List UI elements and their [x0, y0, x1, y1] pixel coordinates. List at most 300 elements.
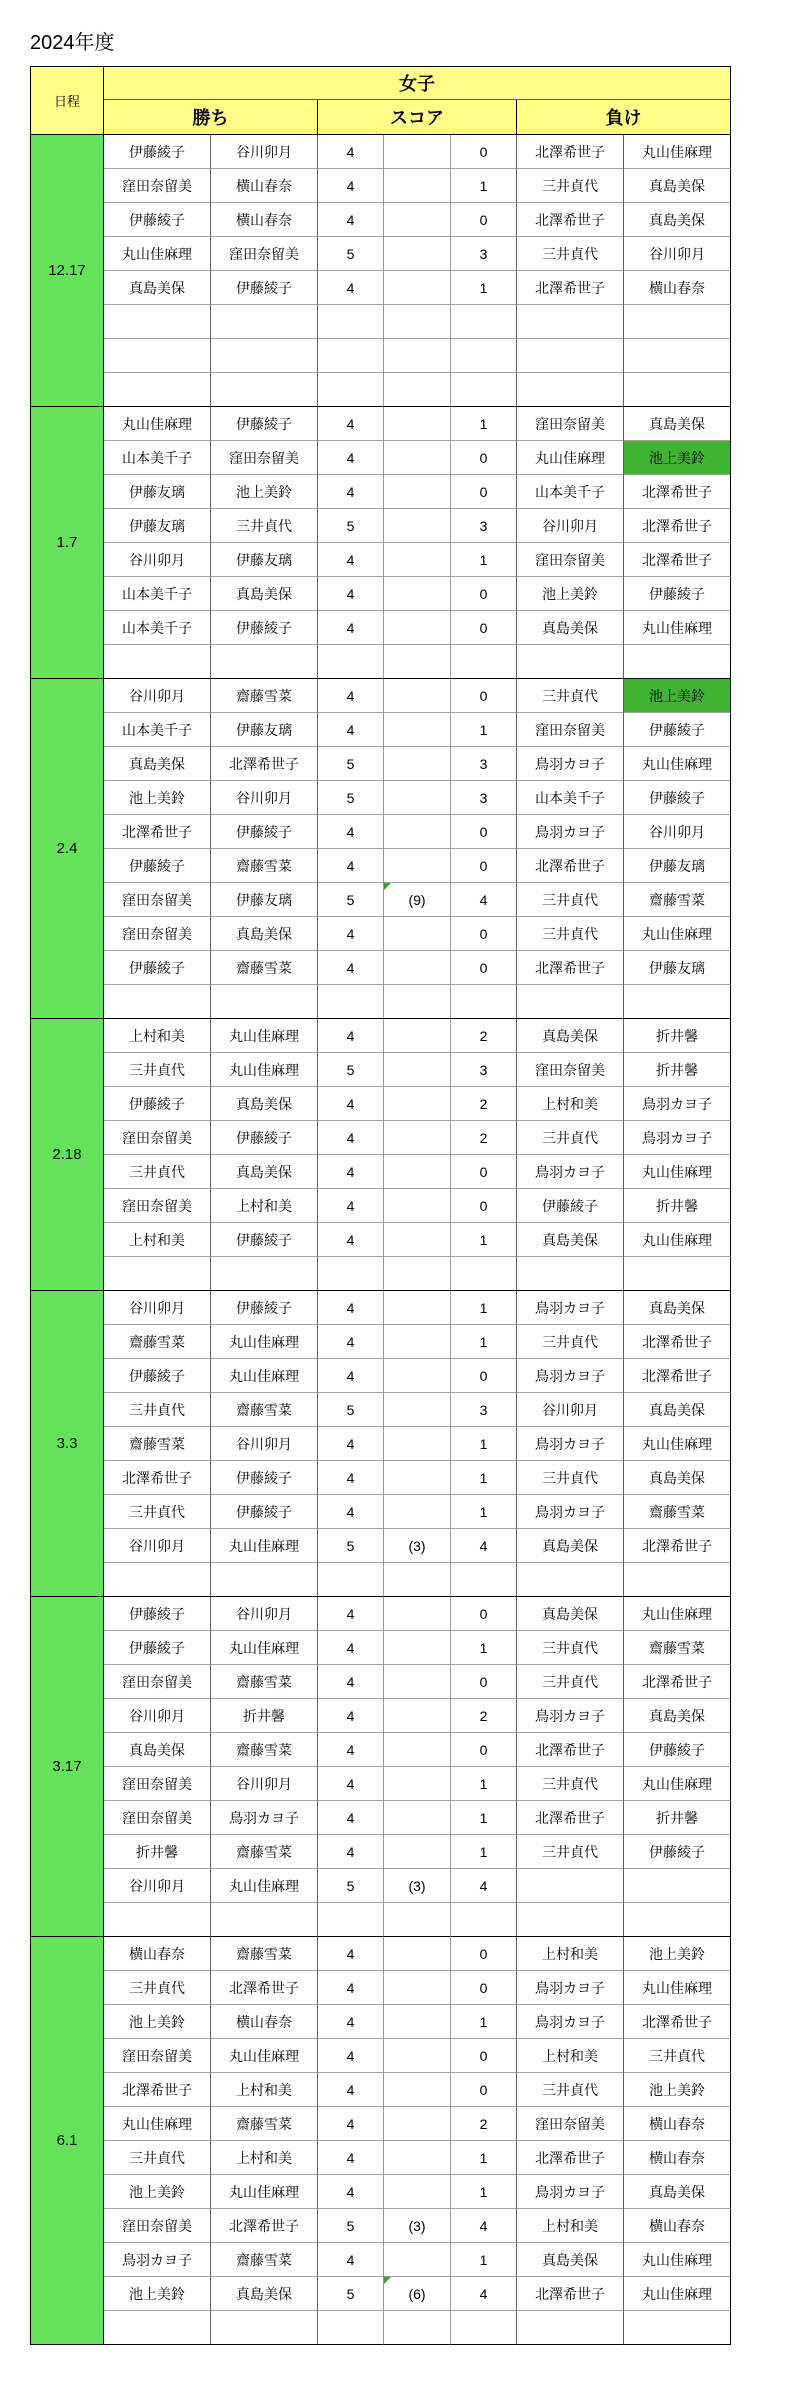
- loser-2-cell: 丸山佳麻理: [624, 1971, 731, 2005]
- loser-2-cell: 横山春奈: [624, 2141, 731, 2175]
- loser-score-cell: 2: [451, 2107, 517, 2141]
- loser-2-cell: 丸山佳麻理: [624, 2277, 731, 2311]
- loser-score-cell: 0: [451, 1597, 517, 1631]
- loser-2-cell: 真島美保: [624, 2175, 731, 2209]
- loser-1-cell: 三井貞代: [517, 1835, 624, 1869]
- winner-score-cell: 4: [318, 1121, 384, 1155]
- loser-1-cell: 山本美千子: [517, 475, 624, 509]
- winner-2-cell: 折井馨: [211, 1699, 318, 1733]
- score-note-cell: [384, 917, 451, 951]
- score-note-cell: [384, 339, 451, 373]
- winner-2-cell: 窪田奈留美: [211, 441, 318, 475]
- winner-2-cell: 齋藤雪菜: [211, 2107, 318, 2141]
- loser-1-cell: 鳥羽カヨ子: [517, 1971, 624, 2005]
- winner-1-cell: 伊藤友璃: [104, 475, 211, 509]
- cell-text: 池上美鈴: [649, 449, 705, 466]
- loser-1-cell: 鳥羽カヨ子: [517, 1427, 624, 1461]
- loser-score-cell: 1: [451, 1631, 517, 1665]
- comment-indicator-icon: [384, 883, 391, 890]
- winner-2-cell: 伊藤綾子: [211, 1495, 318, 1529]
- winner-1-cell: 齋藤雪菜: [104, 1325, 211, 1359]
- score-note-cell: [384, 1903, 451, 1937]
- winner-score-cell: 4: [318, 1937, 384, 1971]
- loser-score-cell: 0: [451, 815, 517, 849]
- winner-1-cell: 伊藤綾子: [104, 1631, 211, 1665]
- winner-1-cell: 真島美保: [104, 1733, 211, 1767]
- winner-2-cell: [211, 1257, 318, 1291]
- winner-2-cell: 丸山佳麻理: [211, 1359, 318, 1393]
- loser-1-cell: 谷川卯月: [517, 509, 624, 543]
- loser-score-cell: 1: [451, 1461, 517, 1495]
- winner-1-cell: 三井貞代: [104, 2141, 211, 2175]
- winner-1-cell: 窪田奈留美: [104, 1665, 211, 1699]
- loser-2-cell: 鳥羽カヨ子: [624, 1087, 731, 1121]
- winner-score-cell: 5: [318, 1529, 384, 1563]
- cell-text: (9): [408, 891, 426, 908]
- score-note-cell: [384, 815, 451, 849]
- winner-score-cell: [318, 2311, 384, 2345]
- loser-2-cell: 丸山佳麻理: [624, 1597, 731, 1631]
- winner-score-cell: 4: [318, 1495, 384, 1529]
- winner-score-cell: 4: [318, 713, 384, 747]
- score-note-cell: (3): [384, 1529, 451, 1563]
- winner-1-cell: 池上美鈴: [104, 781, 211, 815]
- winner-score-cell: 4: [318, 1189, 384, 1223]
- winner-2-cell: 真島美保: [211, 1155, 318, 1189]
- winner-1-cell: 谷川卯月: [104, 1291, 211, 1325]
- loser-score-cell: [451, 645, 517, 679]
- loser-score-cell: 4: [451, 1869, 517, 1903]
- loser-1-cell: [517, 305, 624, 339]
- loser-1-cell: 三井貞代: [517, 917, 624, 951]
- winner-1-cell: [104, 1563, 211, 1597]
- winner-2-cell: 真島美保: [211, 917, 318, 951]
- loser-score-cell: 0: [451, 1971, 517, 2005]
- loser-score-cell: 0: [451, 1189, 517, 1223]
- winner-1-cell: 伊藤綾子: [104, 1087, 211, 1121]
- winner-1-cell: [104, 1903, 211, 1937]
- winner-2-cell: 丸山佳麻理: [211, 2175, 318, 2209]
- loser-score-cell: 1: [451, 2141, 517, 2175]
- winner-1-cell: 山本美千子: [104, 441, 211, 475]
- loser-1-cell: 窪田奈留美: [517, 407, 624, 441]
- loser-score-cell: 0: [451, 1665, 517, 1699]
- winner-2-cell: 丸山佳麻理: [211, 2039, 318, 2073]
- loser-1-cell: 真島美保: [517, 1019, 624, 1053]
- winner-score-cell: 4: [318, 2141, 384, 2175]
- loser-2-cell: 丸山佳麻理: [624, 1427, 731, 1461]
- loser-1-cell: 窪田奈留美: [517, 1053, 624, 1087]
- winner-score-cell: 4: [318, 1427, 384, 1461]
- loser-1-cell: 真島美保: [517, 1597, 624, 1631]
- score-note-cell: [384, 1087, 451, 1121]
- winner-2-cell: 伊藤友璃: [211, 713, 318, 747]
- winner-1-cell: [104, 339, 211, 373]
- loser-2-cell: 三井貞代: [624, 2039, 731, 2073]
- loser-2-cell: 谷川卯月: [624, 815, 731, 849]
- loser-score-cell: 0: [451, 475, 517, 509]
- date-cell: 6.1: [31, 1937, 104, 2345]
- loser-score-cell: 0: [451, 1359, 517, 1393]
- winner-2-cell: 谷川卯月: [211, 1767, 318, 1801]
- loser-2-cell: [624, 1903, 731, 1937]
- loser-1-cell: 三井貞代: [517, 2073, 624, 2107]
- score-note-cell: [384, 1223, 451, 1257]
- winner-score-cell: 4: [318, 1835, 384, 1869]
- winner-2-cell: 谷川卯月: [211, 1427, 318, 1461]
- score-note-cell: [384, 1835, 451, 1869]
- winner-2-cell: 齋藤雪菜: [211, 2243, 318, 2277]
- loser-2-cell: 伊藤綾子: [624, 577, 731, 611]
- winner-score-cell: 4: [318, 407, 384, 441]
- loser-1-cell: 窪田奈留美: [517, 543, 624, 577]
- winner-2-cell: 伊藤綾子: [211, 815, 318, 849]
- loser-1-cell: 伊藤綾子: [517, 1189, 624, 1223]
- winner-1-cell: [104, 305, 211, 339]
- loser-1-cell: 丸山佳麻理: [517, 441, 624, 475]
- winner-1-cell: 上村和美: [104, 1019, 211, 1053]
- loser-2-cell: 北澤希世子: [624, 1359, 731, 1393]
- winner-2-cell: 鳥羽カヨ子: [211, 1801, 318, 1835]
- winner-score-cell: 4: [318, 271, 384, 305]
- winner-score-cell: 4: [318, 1223, 384, 1257]
- loser-score-cell: 1: [451, 2005, 517, 2039]
- winner-2-cell: 谷川卯月: [211, 781, 318, 815]
- score-note-cell: [384, 1699, 451, 1733]
- loser-score-cell: 0: [451, 135, 517, 169]
- winner-score-cell: 4: [318, 815, 384, 849]
- date-cell: 2.18: [31, 1019, 104, 1291]
- loser-1-cell: 北澤希世子: [517, 1733, 624, 1767]
- loser-1-cell: 三井貞代: [517, 1461, 624, 1495]
- winner-score-cell: 4: [318, 917, 384, 951]
- group-header-women: 女子: [104, 67, 731, 100]
- winner-2-cell: 伊藤綾子: [211, 1461, 318, 1495]
- cell-text: (6): [408, 2285, 426, 2302]
- winner-1-cell: 北澤希世子: [104, 815, 211, 849]
- loser-1-cell: 鳥羽カヨ子: [517, 1359, 624, 1393]
- winner-1-cell: 丸山佳麻理: [104, 237, 211, 271]
- loser-score-cell: 1: [451, 2243, 517, 2277]
- loser-score-cell: 0: [451, 441, 517, 475]
- score-note-cell: [384, 781, 451, 815]
- score-note-cell: [384, 985, 451, 1019]
- loser-1-cell: [517, 373, 624, 407]
- winner-2-cell: [211, 1903, 318, 1937]
- winner-score-cell: 4: [318, 1767, 384, 1801]
- winner-score-cell: 4: [318, 1801, 384, 1835]
- winner-2-cell: [211, 645, 318, 679]
- winner-score-cell: 5: [318, 883, 384, 917]
- winner-1-cell: 伊藤綾子: [104, 951, 211, 985]
- loser-2-cell: 北澤希世子: [624, 1529, 731, 1563]
- winner-2-cell: 北澤希世子: [211, 2209, 318, 2243]
- score-column-header: スコア: [318, 100, 517, 135]
- winner-score-cell: 5: [318, 1393, 384, 1427]
- loser-1-cell: 三井貞代: [517, 1631, 624, 1665]
- score-note-cell: [384, 1665, 451, 1699]
- winner-1-cell: 山本美千子: [104, 713, 211, 747]
- loser-1-cell: 池上美鈴: [517, 577, 624, 611]
- winner-2-cell: 横山春奈: [211, 203, 318, 237]
- winner-1-cell: 伊藤綾子: [104, 1359, 211, 1393]
- winner-1-cell: 三井貞代: [104, 1155, 211, 1189]
- score-note-cell: [384, 305, 451, 339]
- loser-2-cell: [624, 339, 731, 373]
- winner-2-cell: 真島美保: [211, 1087, 318, 1121]
- loser-1-cell: 上村和美: [517, 1937, 624, 1971]
- loser-2-cell: 真島美保: [624, 169, 731, 203]
- score-note-cell: (3): [384, 2209, 451, 2243]
- winner-1-cell: 谷川卯月: [104, 1529, 211, 1563]
- winner-score-cell: 5: [318, 1869, 384, 1903]
- comment-indicator-icon: [384, 2277, 391, 2284]
- loser-2-cell: 真島美保: [624, 407, 731, 441]
- score-note-cell: [384, 2243, 451, 2277]
- winner-score-cell: [318, 1903, 384, 1937]
- loser-score-cell: 1: [451, 271, 517, 305]
- loser-1-cell: 北澤希世子: [517, 2277, 624, 2311]
- loser-2-cell: 丸山佳麻理: [624, 135, 731, 169]
- loser-1-cell: 窪田奈留美: [517, 2107, 624, 2141]
- loser-score-cell: [451, 1903, 517, 1937]
- loser-1-cell: 真島美保: [517, 1223, 624, 1257]
- winner-2-cell: 齋藤雪菜: [211, 1665, 318, 1699]
- loser-2-cell: 鳥羽カヨ子: [624, 1121, 731, 1155]
- winner-1-cell: 谷川卯月: [104, 679, 211, 713]
- winner-score-cell: 4: [318, 135, 384, 169]
- loser-score-cell: 0: [451, 203, 517, 237]
- loser-score-cell: 0: [451, 917, 517, 951]
- winner-2-cell: 北澤希世子: [211, 1971, 318, 2005]
- winner-score-cell: 5: [318, 2277, 384, 2311]
- loser-2-cell: 齋藤雪菜: [624, 1495, 731, 1529]
- loser-2-cell: 伊藤綾子: [624, 1733, 731, 1767]
- winner-2-cell: 丸山佳麻理: [211, 1019, 318, 1053]
- winner-score-cell: 5: [318, 747, 384, 781]
- score-note-cell: [384, 1733, 451, 1767]
- loser-score-cell: 0: [451, 679, 517, 713]
- score-note-cell: [384, 373, 451, 407]
- loser-score-cell: 1: [451, 1325, 517, 1359]
- winner-1-cell: 谷川卯月: [104, 1699, 211, 1733]
- score-note-cell: [384, 509, 451, 543]
- loser-2-cell: [624, 1869, 731, 1903]
- loser-2-cell: 齋藤雪菜: [624, 1631, 731, 1665]
- loser-2-cell: 北澤希世子: [624, 1325, 731, 1359]
- loser-2-cell: 伊藤友璃: [624, 951, 731, 985]
- loser-1-cell: [517, 645, 624, 679]
- loser-score-cell: 0: [451, 2073, 517, 2107]
- loser-2-cell: 真島美保: [624, 1393, 731, 1427]
- winner-2-cell: 上村和美: [211, 2141, 318, 2175]
- score-note-cell: [384, 679, 451, 713]
- loser-1-cell: 三井貞代: [517, 883, 624, 917]
- loser-1-cell: [517, 1257, 624, 1291]
- loser-1-cell: [517, 2311, 624, 2345]
- win-column-header: 勝ち: [104, 100, 318, 135]
- winner-1-cell: 丸山佳麻理: [104, 407, 211, 441]
- winner-score-cell: [318, 373, 384, 407]
- winner-score-cell: 4: [318, 1665, 384, 1699]
- cell-text: 池上美鈴: [649, 687, 705, 704]
- winner-score-cell: 4: [318, 1597, 384, 1631]
- score-note-cell: [384, 1155, 451, 1189]
- winner-score-cell: 4: [318, 1019, 384, 1053]
- winner-2-cell: 横山春奈: [211, 169, 318, 203]
- loser-1-cell: 三井貞代: [517, 1665, 624, 1699]
- loser-2-cell: [624, 441, 731, 475]
- winner-score-cell: 4: [318, 475, 384, 509]
- loser-score-cell: 2: [451, 1699, 517, 1733]
- score-note-cell: [384, 135, 451, 169]
- winner-1-cell: 北澤希世子: [104, 1461, 211, 1495]
- loser-score-cell: 1: [451, 2175, 517, 2209]
- score-note-cell: [384, 1801, 451, 1835]
- loser-score-cell: 1: [451, 1223, 517, 1257]
- winner-1-cell: 真島美保: [104, 747, 211, 781]
- score-note-cell: [384, 1121, 451, 1155]
- winner-score-cell: 4: [318, 1325, 384, 1359]
- score-note-cell: [384, 2005, 451, 2039]
- winner-score-cell: 4: [318, 2243, 384, 2277]
- winner-score-cell: [318, 645, 384, 679]
- loser-score-cell: 1: [451, 169, 517, 203]
- loser-1-cell: 鳥羽カヨ子: [517, 1155, 624, 1189]
- winner-2-cell: 谷川卯月: [211, 1597, 318, 1631]
- loser-1-cell: 真島美保: [517, 1529, 624, 1563]
- winner-1-cell: [104, 985, 211, 1019]
- loser-score-cell: 2: [451, 1019, 517, 1053]
- loser-2-cell: 北澤希世子: [624, 1665, 731, 1699]
- loser-2-cell: 伊藤友璃: [624, 849, 731, 883]
- winner-score-cell: 4: [318, 2005, 384, 2039]
- winner-2-cell: 丸山佳麻理: [211, 1325, 318, 1359]
- score-note-cell: (3): [384, 1869, 451, 1903]
- score-note-cell: [384, 2107, 451, 2141]
- loser-1-cell: [517, 1903, 624, 1937]
- loser-score-cell: 0: [451, 1733, 517, 1767]
- winner-2-cell: 伊藤綾子: [211, 1223, 318, 1257]
- winner-2-cell: 三井貞代: [211, 509, 318, 543]
- score-note-cell: [384, 543, 451, 577]
- score-note-cell: [384, 1631, 451, 1665]
- score-note-cell: [384, 577, 451, 611]
- score-note-cell: [384, 1427, 451, 1461]
- loser-score-cell: 1: [451, 543, 517, 577]
- score-note-cell: [384, 1019, 451, 1053]
- score-note-cell: [384, 1325, 451, 1359]
- loser-1-cell: 三井貞代: [517, 1325, 624, 1359]
- loser-2-cell: 真島美保: [624, 203, 731, 237]
- loser-score-cell: 1: [451, 1801, 517, 1835]
- winner-1-cell: [104, 2311, 211, 2345]
- winner-2-cell: 丸山佳麻理: [211, 1869, 318, 1903]
- winner-score-cell: 4: [318, 1087, 384, 1121]
- score-note-cell: [384, 2073, 451, 2107]
- loser-2-cell: 丸山佳麻理: [624, 917, 731, 951]
- page-title: 2024年度: [30, 32, 115, 54]
- loser-score-cell: 3: [451, 747, 517, 781]
- winner-1-cell: 谷川卯月: [104, 543, 211, 577]
- score-note-cell: [384, 1189, 451, 1223]
- winner-1-cell: 三井貞代: [104, 1495, 211, 1529]
- winner-2-cell: 伊藤綾子: [211, 1121, 318, 1155]
- loser-score-cell: 1: [451, 1427, 517, 1461]
- loser-1-cell: 鳥羽カヨ子: [517, 1699, 624, 1733]
- loser-2-cell: 折井馨: [624, 1801, 731, 1835]
- date-cell: 1.7: [31, 407, 104, 679]
- winner-2-cell: [211, 373, 318, 407]
- winner-score-cell: 4: [318, 2175, 384, 2209]
- score-note-cell: [384, 1393, 451, 1427]
- winner-2-cell: [211, 2311, 318, 2345]
- winner-2-cell: [211, 339, 318, 373]
- score-note-cell: [384, 611, 451, 645]
- winner-2-cell: 谷川卯月: [211, 135, 318, 169]
- loser-1-cell: 鳥羽カヨ子: [517, 2175, 624, 2209]
- date-cell: 3.17: [31, 1597, 104, 1937]
- winner-score-cell: 4: [318, 1631, 384, 1665]
- loser-2-cell: 丸山佳麻理: [624, 1155, 731, 1189]
- loser-2-cell: [624, 1563, 731, 1597]
- loser-score-cell: [451, 373, 517, 407]
- winner-1-cell: 横山春奈: [104, 1937, 211, 1971]
- winner-score-cell: 4: [318, 203, 384, 237]
- winner-2-cell: 横山春奈: [211, 2005, 318, 2039]
- loser-2-cell: 北澤希世子: [624, 509, 731, 543]
- loser-score-cell: 1: [451, 407, 517, 441]
- winner-2-cell: 伊藤綾子: [211, 611, 318, 645]
- winner-2-cell: 齋藤雪菜: [211, 1733, 318, 1767]
- loser-2-cell: [624, 373, 731, 407]
- winner-2-cell: 丸山佳麻理: [211, 1631, 318, 1665]
- winner-score-cell: 4: [318, 1733, 384, 1767]
- score-note-cell: [384, 1971, 451, 2005]
- loser-2-cell: [624, 305, 731, 339]
- winner-1-cell: 三井貞代: [104, 1053, 211, 1087]
- loser-score-cell: 0: [451, 611, 517, 645]
- winner-1-cell: 窪田奈留美: [104, 917, 211, 951]
- winner-1-cell: 窪田奈留美: [104, 2039, 211, 2073]
- loser-2-cell: 池上美鈴: [624, 1937, 731, 1971]
- loser-score-cell: 0: [451, 849, 517, 883]
- winner-score-cell: 4: [318, 1359, 384, 1393]
- loser-1-cell: 北澤希世子: [517, 849, 624, 883]
- winner-score-cell: [318, 1257, 384, 1291]
- winner-score-cell: 5: [318, 237, 384, 271]
- score-note-cell: [384, 1767, 451, 1801]
- date-cell: 2.4: [31, 679, 104, 1019]
- score-note-cell: [384, 2039, 451, 2073]
- loser-score-cell: [451, 305, 517, 339]
- loser-1-cell: 北澤希世子: [517, 2141, 624, 2175]
- winner-score-cell: 5: [318, 1053, 384, 1087]
- loser-score-cell: 4: [451, 1529, 517, 1563]
- loser-2-cell: 谷川卯月: [624, 237, 731, 271]
- winner-score-cell: 4: [318, 577, 384, 611]
- loser-2-cell: 伊藤綾子: [624, 1835, 731, 1869]
- loser-score-cell: [451, 1257, 517, 1291]
- loser-2-cell: 真島美保: [624, 1699, 731, 1733]
- loser-1-cell: [517, 985, 624, 1019]
- loser-score-cell: [451, 1563, 517, 1597]
- winner-1-cell: 窪田奈留美: [104, 883, 211, 917]
- winner-2-cell: 丸山佳麻理: [211, 1529, 318, 1563]
- winner-score-cell: 4: [318, 951, 384, 985]
- winner-score-cell: 4: [318, 1699, 384, 1733]
- winner-1-cell: 三井貞代: [104, 1393, 211, 1427]
